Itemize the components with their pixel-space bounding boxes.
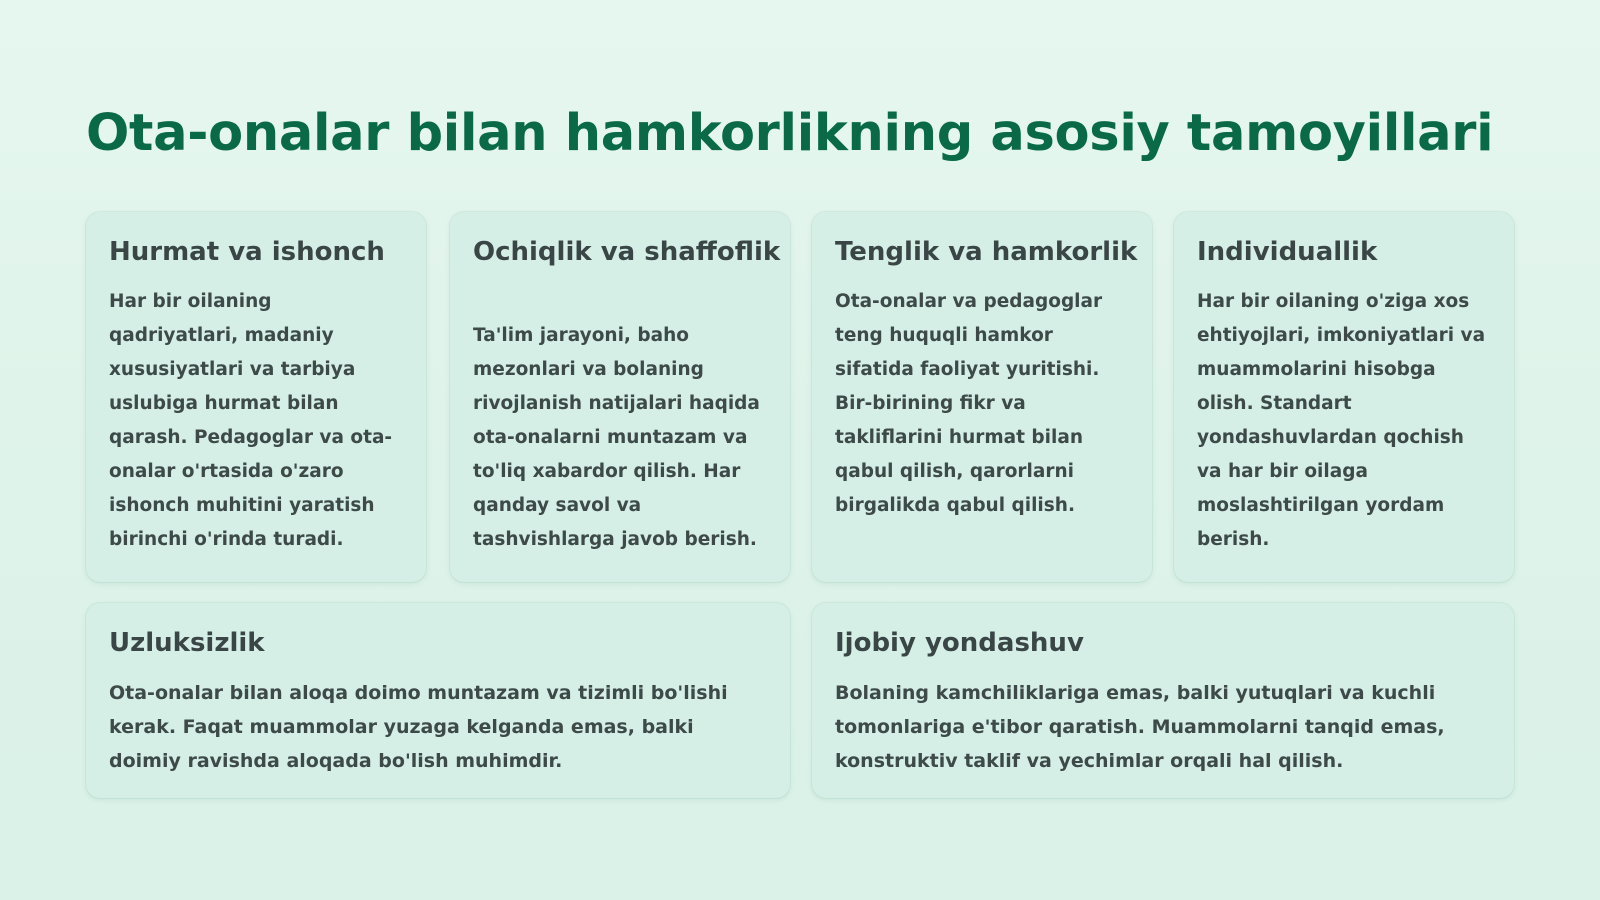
- principle-card-ochiqlik: [450, 212, 790, 582]
- principle-card-hurmat: [86, 212, 426, 582]
- principle-card-uzluksizlik: [86, 603, 790, 798]
- principle-card-tenglik: [812, 212, 1152, 582]
- card-heading: Uzluksizlik: [109, 628, 265, 658]
- card-heading: Hurmat va ishonch: [109, 237, 385, 267]
- principle-card-ijobiy: [812, 603, 1514, 798]
- principle-card-individuallik: [1174, 212, 1514, 582]
- card-text: Bolaning kamchiliklariga emas, balki yutuqlari va kuchli tomonlariga e'tibor qaratish. Muammolarni tanqid emas, konstruktiv taklif va yechimlar orqali hal qilish.: [835, 682, 1445, 772]
- card-heading: Individuallik: [1197, 237, 1378, 267]
- card-text: Har bir oilaning o'ziga xos ehtiyojlari, imkoniyatlari va muammolarini hisobga olish. Standart yondashuvlardan qochish va har bir oilaga moslashtirilgan yordam berish.: [1197, 291, 1486, 550]
- card-text: Ota-onalar bilan aloqa doimo muntazam va tizimli bo'lishi kerak. Faqat muammolar yuzaga kelganda emas, balki doimiy ravishda aloqada bo'lish muhimdir.: [109, 682, 728, 772]
- card-heading: Ochiqlik va shaffoflik: [473, 237, 781, 267]
- card-heading: Tenglik va hamkorlik: [835, 237, 1138, 267]
- card-heading: Ijobiy yondashuv: [835, 628, 1084, 658]
- card-text: Ota-onalar va pedagoglar teng huquqli hamkor sifatida faoliyat yuritishi. Bir-birining fikr va takliflarini hurmat bilan qabul qilish, qarorlarni birgalikda qabul qilish.: [835, 291, 1103, 516]
- slide-title: Ota-onalar bilan hamkorlikning asosiy tamoyillari: [86, 104, 1494, 163]
- card-text: Har bir oilaning qadriyatlari, madaniy xususiyatlari va tarbiya uslubiga hurmat bilan qarash. Pedagoglar va ota-onalar o'rtasida o'zaro ishonch muhitini yaratish birinchi o'rinda turadi.: [109, 291, 393, 550]
- card-text: Ta'lim jarayoni, baho mezonlari va bolaning rivojlanish natijalari haqida ota-onalarni muntazam va to'liq xabardor qilish. Har qanday savol va tashvishlarga javob berish.: [473, 325, 760, 550]
